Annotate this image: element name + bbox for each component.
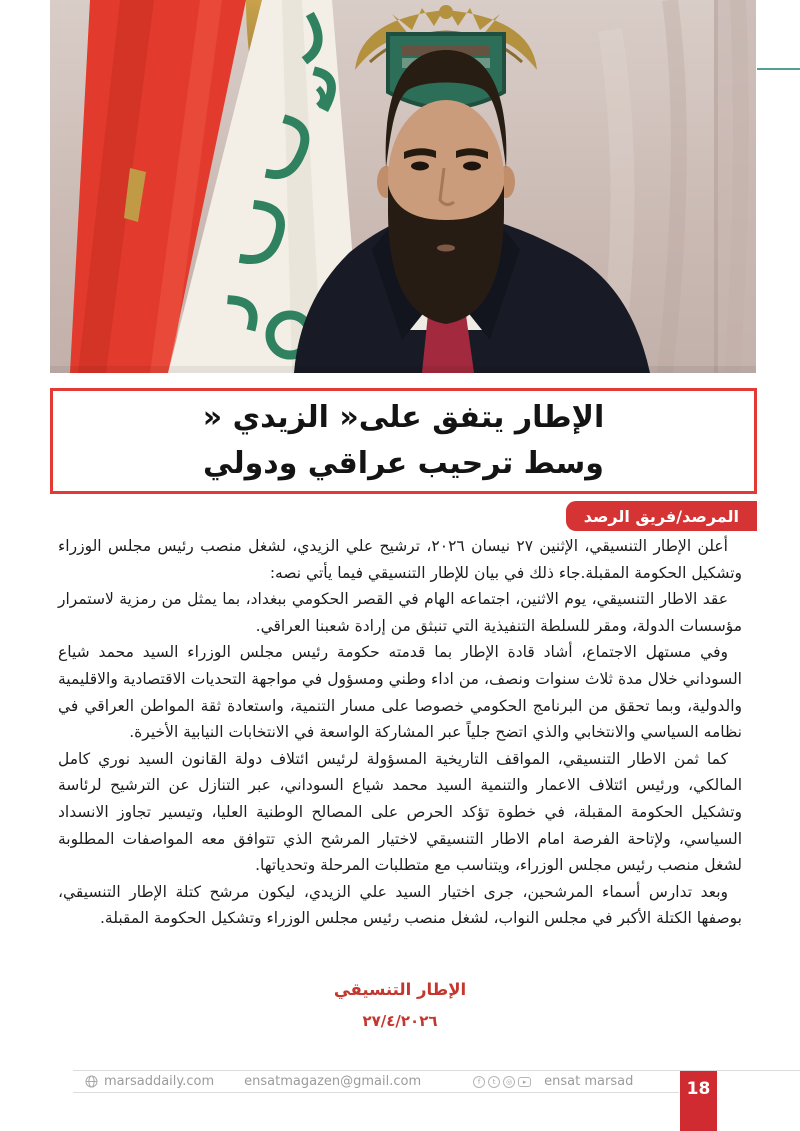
headline-box bbox=[50, 388, 757, 494]
article-paragraph: كما ثمن الاطار التنسيقي، المواقف التاريخية المسؤولة لرئيس ائتلاف دولة القانون السيد نوري كامل المالكي، ورئيس ائتلاف الاعمار والتنمية السيد محمد شياع السوداني، عبر التنازل عن الترشيح لرئاسة وتشكيل الحكومة المقبلة، في خطوة تؤكد الحرص على المصالح الوطنية العليا، وتيسير تجاوز الانسداد السياسي، ولإتاحة الفرصة امام الاطار التنسيقي لاختيار المرشح الذي تتوافق معه المواصفات المطلوبة لشغل منصب رئيس مجلس الوزراء، ويتناسب مع متطلبات المرحلة وتحدياتها. bbox=[58, 749, 742, 875]
teal-margin-rule bbox=[757, 68, 800, 70]
social-icons bbox=[473, 1076, 534, 1088]
footer-social-handle[interactable]: ensat marsad bbox=[544, 1074, 634, 1089]
footer-email-link[interactable]: ensatmagazen@gmail.com bbox=[244, 1074, 422, 1089]
footer bbox=[85, 1071, 633, 1092]
portrait-photo bbox=[50, 0, 756, 373]
signature-org: الإطار التنسيقي bbox=[333, 980, 467, 999]
article-paragraph: أعلن الإطار التنسيقي، الإثنين ٢٧ نيسان ٢٠٢٦، ترشيح علي الزيدي، لشغل منصب رئيس مجلس الوزراء وتشكيل الحكومة المقبلة.جاء ذلك في بيان للإطار التنسيقي فيما يأتي نصه: bbox=[58, 537, 742, 582]
portrait-photo-art bbox=[50, 0, 756, 373]
twitter-icon[interactable]: t bbox=[488, 1076, 500, 1088]
section-badge: المرصد/فريق الرصد bbox=[566, 501, 757, 531]
globe-icon bbox=[85, 1075, 98, 1088]
footer-bottom-rule bbox=[73, 1092, 679, 1093]
page-number: 18 bbox=[686, 1079, 711, 1099]
facebook-icon[interactable]: f bbox=[473, 1076, 485, 1088]
youtube-icon[interactable]: ▸ bbox=[518, 1077, 531, 1087]
headline-line-1: الإطار يتفق على« الزيدي « bbox=[202, 400, 605, 435]
signature-date: ٢٧/٤/٢٠٢٦ bbox=[362, 1012, 438, 1030]
article-paragraph: عقد الاطار التنسيقي، يوم الاثنين، اجتماعه الهام في القصر الحكومي ببغداد، بما يمثل من رمزية لاستمرار مؤسسات الدولة، ومقر للسلطة التنفيذية التي تنبثق من إرادة شعبنا العراقي. bbox=[58, 590, 742, 635]
page-number-badge bbox=[680, 1071, 717, 1131]
instagram-icon[interactable]: ◎ bbox=[503, 1076, 515, 1088]
article-paragraph: وفي مستهل الاجتماع، أشاد قادة الإطار بما قدمته حكومة رئيس مجلس الوزراء السيد محمد شياع السوداني خلال مدة ثلاث سنوات ونصف، من اداء وطني ومسؤول في مواجهة التحديات الاقتصادية والاقليمية والدولية، وبما تحقق من البرنامج الحكومي خصوصا على مسار التنمية، واستعادة ثقة المواطن العراقي في نظامه السياسي والانتخابي والذي اتضح جلياً عبر المشاركة الواسعة في الانتخابات النيابية الأخيرة. bbox=[58, 643, 742, 742]
article-paragraph: وبعد تدارس أسماء المرشحين، جرى اختيار السيد علي الزيدي، ليكون مرشح كتلة الإطار التنسيقي، بوصفها الكتلة الأكبر في مجلس النواب، لشغل منصب رئيس مجلس الوزراء وتشكيل الحكومة المقبلة. bbox=[58, 882, 742, 928]
article-body bbox=[58, 533, 742, 932]
footer-website-link[interactable]: marsaddaily.com bbox=[104, 1074, 215, 1089]
headline-line-2: وسط ترحيب عراقي ودولي bbox=[203, 446, 604, 481]
signature-block bbox=[58, 980, 742, 1030]
